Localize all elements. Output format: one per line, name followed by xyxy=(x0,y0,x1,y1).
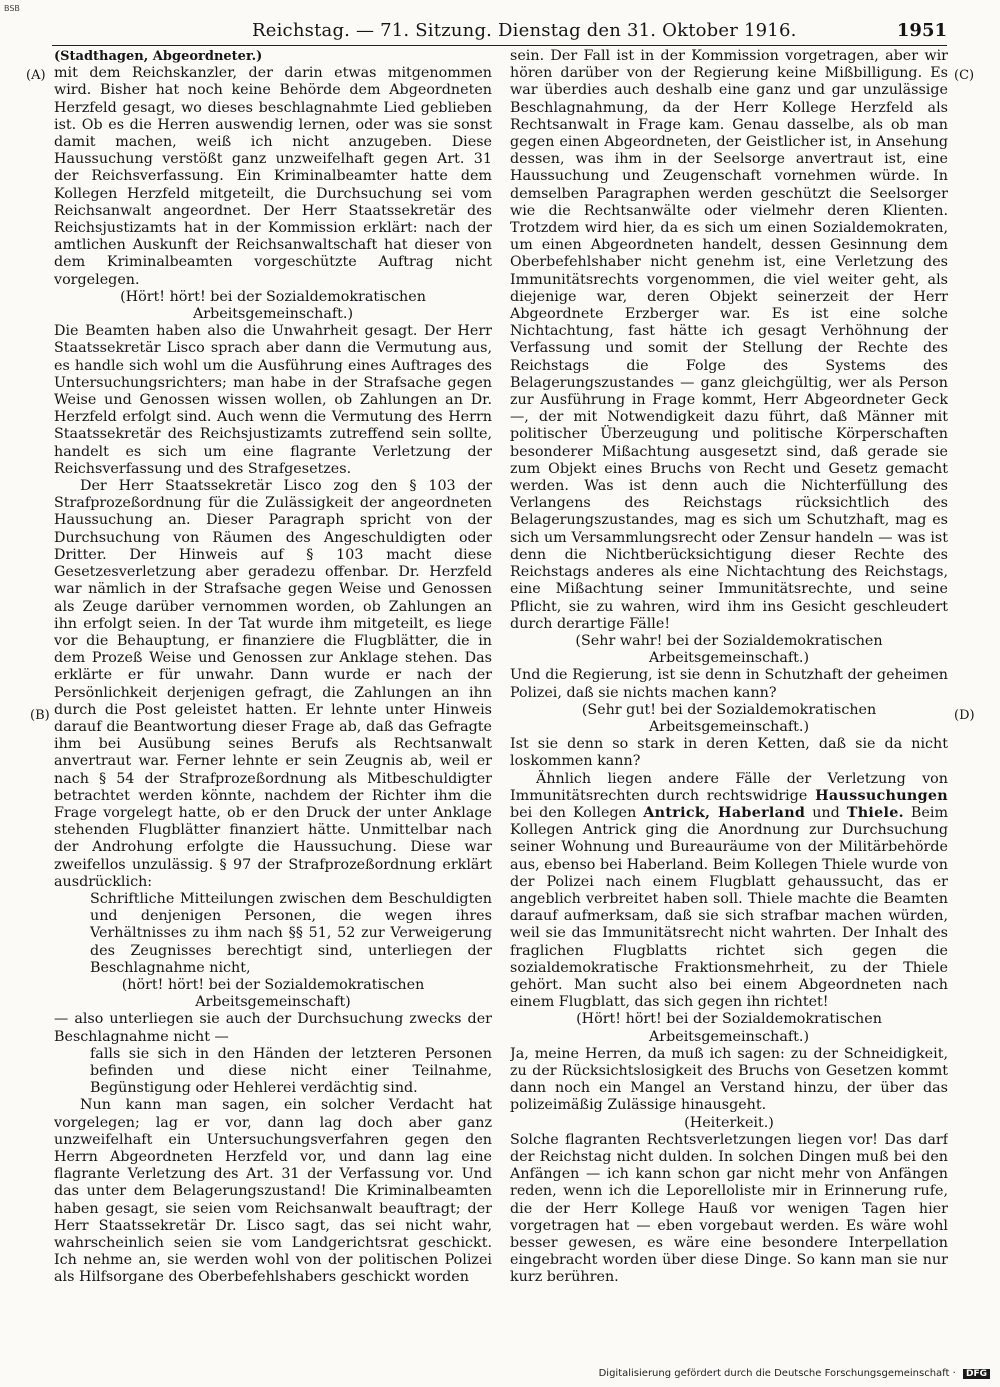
speaker-line: (Stadthagen, Abgeordneter.) xyxy=(54,49,263,64)
interjection: (Sehr wahr! bei der Sozialdemokratischen Arbeitsgemeinschaft.) xyxy=(575,632,883,667)
digitization-credit xyxy=(599,1368,990,1379)
margin-mark-d: (D) xyxy=(954,708,975,723)
paragraph: Solche flagranten Rechtsverletzungen liegen vor! Das darf der Reichstag nicht dulden. In solchen Dingen muß bei den Anfängen — ich kann schon gar nicht mehr von Anfängen reden, wenn ich die Leporelloliste mir in Erinnerung rufe, die der Herr Kollege Hauß vor wenigen Tagen hier vorgetragen hat — eben vorgebaut werden. Es wäre wohl besser gewesen, es wäre eine besondere Interpellation eingebracht worden über diese Dinge. So kann man sie nur kurz berühren. xyxy=(510,1131,948,1286)
margin-mark-b: (B) xyxy=(30,708,50,723)
paragraph: Ist sie denn so stark in deren Ketten, daß sie da nicht loskommen kann? xyxy=(510,736,948,770)
margin-mark-c: (C) xyxy=(954,68,975,83)
text-run: Ähnlich liegen andere Fälle der Verletzung von Immunitätsrechten durch rechtswidrige xyxy=(510,770,948,804)
interjection: (Hört! hört! bei der Sozialdemokratischen Arbeitsgemeinschaft.) xyxy=(120,288,426,323)
dfg-logo: DFG xyxy=(963,1369,990,1379)
paragraph: Die Beamten haben also die Unwahrheit gesagt. Der Herr Staatssekretär Lisco sprach aber dann die Vermutung aus, es handle sich wohl um die Ausführung eines Auftrages des Untersuchungsrichters; man habe in der Strafsache gegen Weise und Genossen wissen wollen, ob Zahlungen an Dr. Herzfeld erfolgt sind. Auch wenn die Vermutung des Herrn Staatssekretär des Reichsjustizamts zutreffend sein sollte, handelt es sich um eine flagrante Verletzung der Reichsverfassung und des Strafgesetzes. xyxy=(54,323,492,477)
footer-text: Digitalisierung gefördert durch die Deutsche Forschungsgemeinschaft · xyxy=(598,1368,956,1379)
header-rule xyxy=(52,45,947,46)
library-tag: BSB xyxy=(4,4,20,13)
page-header xyxy=(52,18,947,44)
page-number: 1951 xyxy=(896,20,947,41)
quotation: falls sie sich in den Händen der letzteren Personen befinden und diese nicht einer Teilnahme, Begünstigung oder Hehlerei verdächtig sind. xyxy=(90,1045,492,1097)
emphasis: Thiele. xyxy=(846,804,904,821)
margin-mark-a: (A) xyxy=(26,68,46,83)
paragraph xyxy=(510,771,948,1012)
header-title: Reichstag. — 71. Sitzung. Dienstag den 31. Oktober 1916. xyxy=(252,20,797,41)
text-run: bei den Kollegen xyxy=(510,804,637,821)
paragraph: Und die Regierung, ist sie denn in Schutzhaft der geheimen Polizei, daß sie nichts machen kann? xyxy=(510,667,948,701)
text-run: Beim Kollegen Antrick ging die Anordnung zur Durchsuchung seiner Wohnung und Bureauräume von der Militärbehörde aus, ebenso bei Haberland. Beim Kollegen Thiele wurde von der Polizei nach einem Flugblatt gehaussucht, das er angeblich verbreitet haben soll. Thiele machte die Beamten darauf aufmerksam, daß sie sich strafbar machen würden, weil sie das Immunitätsrecht nicht wahrten. Der Inhalt des fraglichen Flugblatts richtet sich gegen die sozialdemokratische Fraktionsmehrheit, zu der Thiele gehört. Man sucht also bei einem Abgeordneten nach einem Flugblatt, das sich gegen ihn richtet! xyxy=(510,804,948,1011)
emphasis: Haussuchungen xyxy=(815,787,948,804)
paragraph: sein. Der Fall ist in der Kommission vorgetragen, aber wir hören darüber von der Regierung keine Mißbilligung. Es war überdies auch deshalb eine ganz und gar unzulässige Beschlagnahmung, da der Herr Kollege Herzfeld als Rechtsanwalt in Frage kam. Genau dasselbe, als ob man gegen einen Abgeordneten, der Geistlicher ist, in Ansehung dessen, was ihm in der Seelsorge anvertraut ist, eine Haussuchung und Zeugenschaft vornehmen würde. In demselben Paragraphen werden geschützt die Seelsorger wie die Rechtsanwälte oder vielmehr deren Klienten. Trotzdem wird hier, da es sich um einen Sozialdemokraten, um einen Abgeordneten handelt, dessen Gesinnung dem Oberbefehlshaber nicht genehm ist, eine Verletzung des Immunitätsrechts vorgenommen, die viel weiter geht, als diejenige war, deren Objekt seinerzeit der Herr Abgeordnete Erzberger war. Es ist eine solche Nichtachtung, fast hätte ich gesagt Verhöhnung der Verfassung und somit der Stellung der Rechte des Reichstags die Folge des Systems des Belagerungszustandes — ganz gleichgültig, wer als Person zur Ausführung in Frage kommt, Herr Abgeordneter Geck —, der mit Notwendigkeit dazu führt, daß Männer mit politischer Überzeugung und politische Körperschaften besonderer Mißachtung ausgesetzt sind, daß gerade sie zum Objekt eines Bruchs von Recht und Gesetz gemacht werden. Was ist denn auch die Nichterfüllung des Verlangens des Reichstags rücksichtlich des Belagerungszustandes, mag es sich um Schutzhaft, mag es sich um Versammlungsrecht oder Zensur handeln — was ist denn die Nichtberücksichtigung dieser Rechte des Reichstags anderes als eine Nichtachtung des Reichstags, eine Mißachtung seiner Immunitätsrechte, und seine Pflicht, sie zu wahren, wird ihm ins Gesicht geschleudert durch derartige Fälle! xyxy=(510,48,948,632)
paragraph: mit dem Reichskanzler, der darin etwas mitgenommen wird. Bisher hat noch keine Behörde dem Abgeordneten Herzfeld gesagt, wo dieses beschlagnahmte Lied geblieben ist. Ob es die Herren auswendig lernen, oder was sie sonst damit machen, weiß ich nicht anzugeben. Diese Haussuchung verstößt ganz unzweifelhaft gegen Art. 31 der Reichsverfassung. Ein Kriminalbeamter hatte dem Kollegen Herzfeld mitgeteilt, die Durchsuchung sei vom Reichsanwalt angeordnet. Der Herr Staatssekretär des Reichsjustizamts hat in der Kommission erklärt: nach der amtlichen Auskunft der Reichsanwaltschaft hat dieser von dem Kriminalbeamten vorgeschützte Auftrag nicht vorgelegen. xyxy=(54,65,492,288)
interjection: (hört! hört! bei der Sozialdemokratischen Arbeitsgemeinschaft) xyxy=(121,976,425,1011)
left-column xyxy=(54,48,492,1333)
paragraph: Nun kann man sagen, ein solcher Verdacht hat vorgelegen; lag er vor, dann lag doch aber ganz unzweifelhaft ein Untersuchungsverfahren gegen den Herrn Abgeordneten Herzfeld vor, und dann lag eine flagrante Verletzung des Art. 31 der Verfassung vor. Und das unter dem Belagerungszustand! Die Kriminalbeamten haben gesagt, sie seien vom Reichsanwalt beauftragt; der Herr Staatssekretär Dr. Lisco sagt, das sei nicht wahr, wahrscheinlich seien sie vom Landgerichtsrat geschickt. Ich nehme an, sie werden wohl von der politischen Polizei als Hilfsorgane des Oberbefehlshabers geschickt worden xyxy=(54,1097,492,1286)
paragraph: Der Herr Staatssekretär Lisco zog den § 103 der Strafprozeßordnung für die Zulässigkeit der angeordneten Haussuchung an. Dieser Paragraph spricht von der Durchsuchung von Räumen des Angeschuldigten oder Dritter. Der Hinweis auf § 103 macht diese Gesetzesverletzung aber geradezu offenbar. Dr. Herzfeld war nämlich in der Strafsache gegen Weise und Genossen als Zeuge darüber vernommen worden, ob Zahlungen an ihn erfolgt seien. In der Tat wurde ihm mitgeteilt, es liege vor die Behauptung, er finanziere die Flugblätter, die in dem Prozeß Weise und Genossen zur Anklage stehen. Das erklärte er für unwahr. Dann wurde er nach der Persönlichkeit derjenigen gefragt, die Zahlungen an ihn durch die Post geleistet hatten. Er lehnte unter Hinweis darauf die Beantwortung dieser Frage ab, daß das Gefragte ihm bei Ausübung seines Berufs als Rechtsanwalt anvertraut war. Ferner lehnte er sein Zeugnis ab, weil er nach § 54 der Strafprozeßordnung als Mitbeschuldigter betrachtet werden könnte, nachdem der Richter ihm die Frage vorgelegt hatte, ob er den Druck der unter Anklage stehenden Flugblätter finanziert hätte. Unmittelbar nach der Androhung erfolgte die Haussuchung. Diese war zweifellos unzulässig. § 97 der Strafprozeßordnung erklärt ausdrücklich: xyxy=(54,478,492,890)
emphasis: Antrick, Haberland xyxy=(643,804,806,821)
interjection: (Heiterkeit.) xyxy=(684,1114,774,1131)
paragraph: Ja, meine Herren, da muß ich sagen: zu der Schneidigkeit, zu der Rücksichtslosigkeit des Bruchs von Gesetzen kommt dann noch ein Mangel an Verstand hinzu, der über das polizeimäßig Zulässige hinausgeht. xyxy=(510,1045,948,1114)
quotation: Schriftliche Mitteilungen zwischen dem Beschuldigten und denjenigen Personen, die wegen ihres Verhältnisses zu ihm nach §§ 51, 52 zur Verweigerung des Zeugnisses berechtigt sind, unterliegen der Beschlagnahme nicht, xyxy=(90,890,492,976)
paragraph: — also unterliegen sie auch der Durchsuchung zwecks der Beschlagnahme nicht — xyxy=(54,1011,492,1045)
text-run: und xyxy=(812,804,840,821)
interjection: (Sehr gut! bei der Sozialdemokratischen Arbeitsgemeinschaft.) xyxy=(581,701,877,735)
interjection: (Hört! hört! bei der Sozialdemokratischen Arbeitsgemeinschaft.) xyxy=(576,1011,882,1045)
right-column xyxy=(510,48,948,1333)
